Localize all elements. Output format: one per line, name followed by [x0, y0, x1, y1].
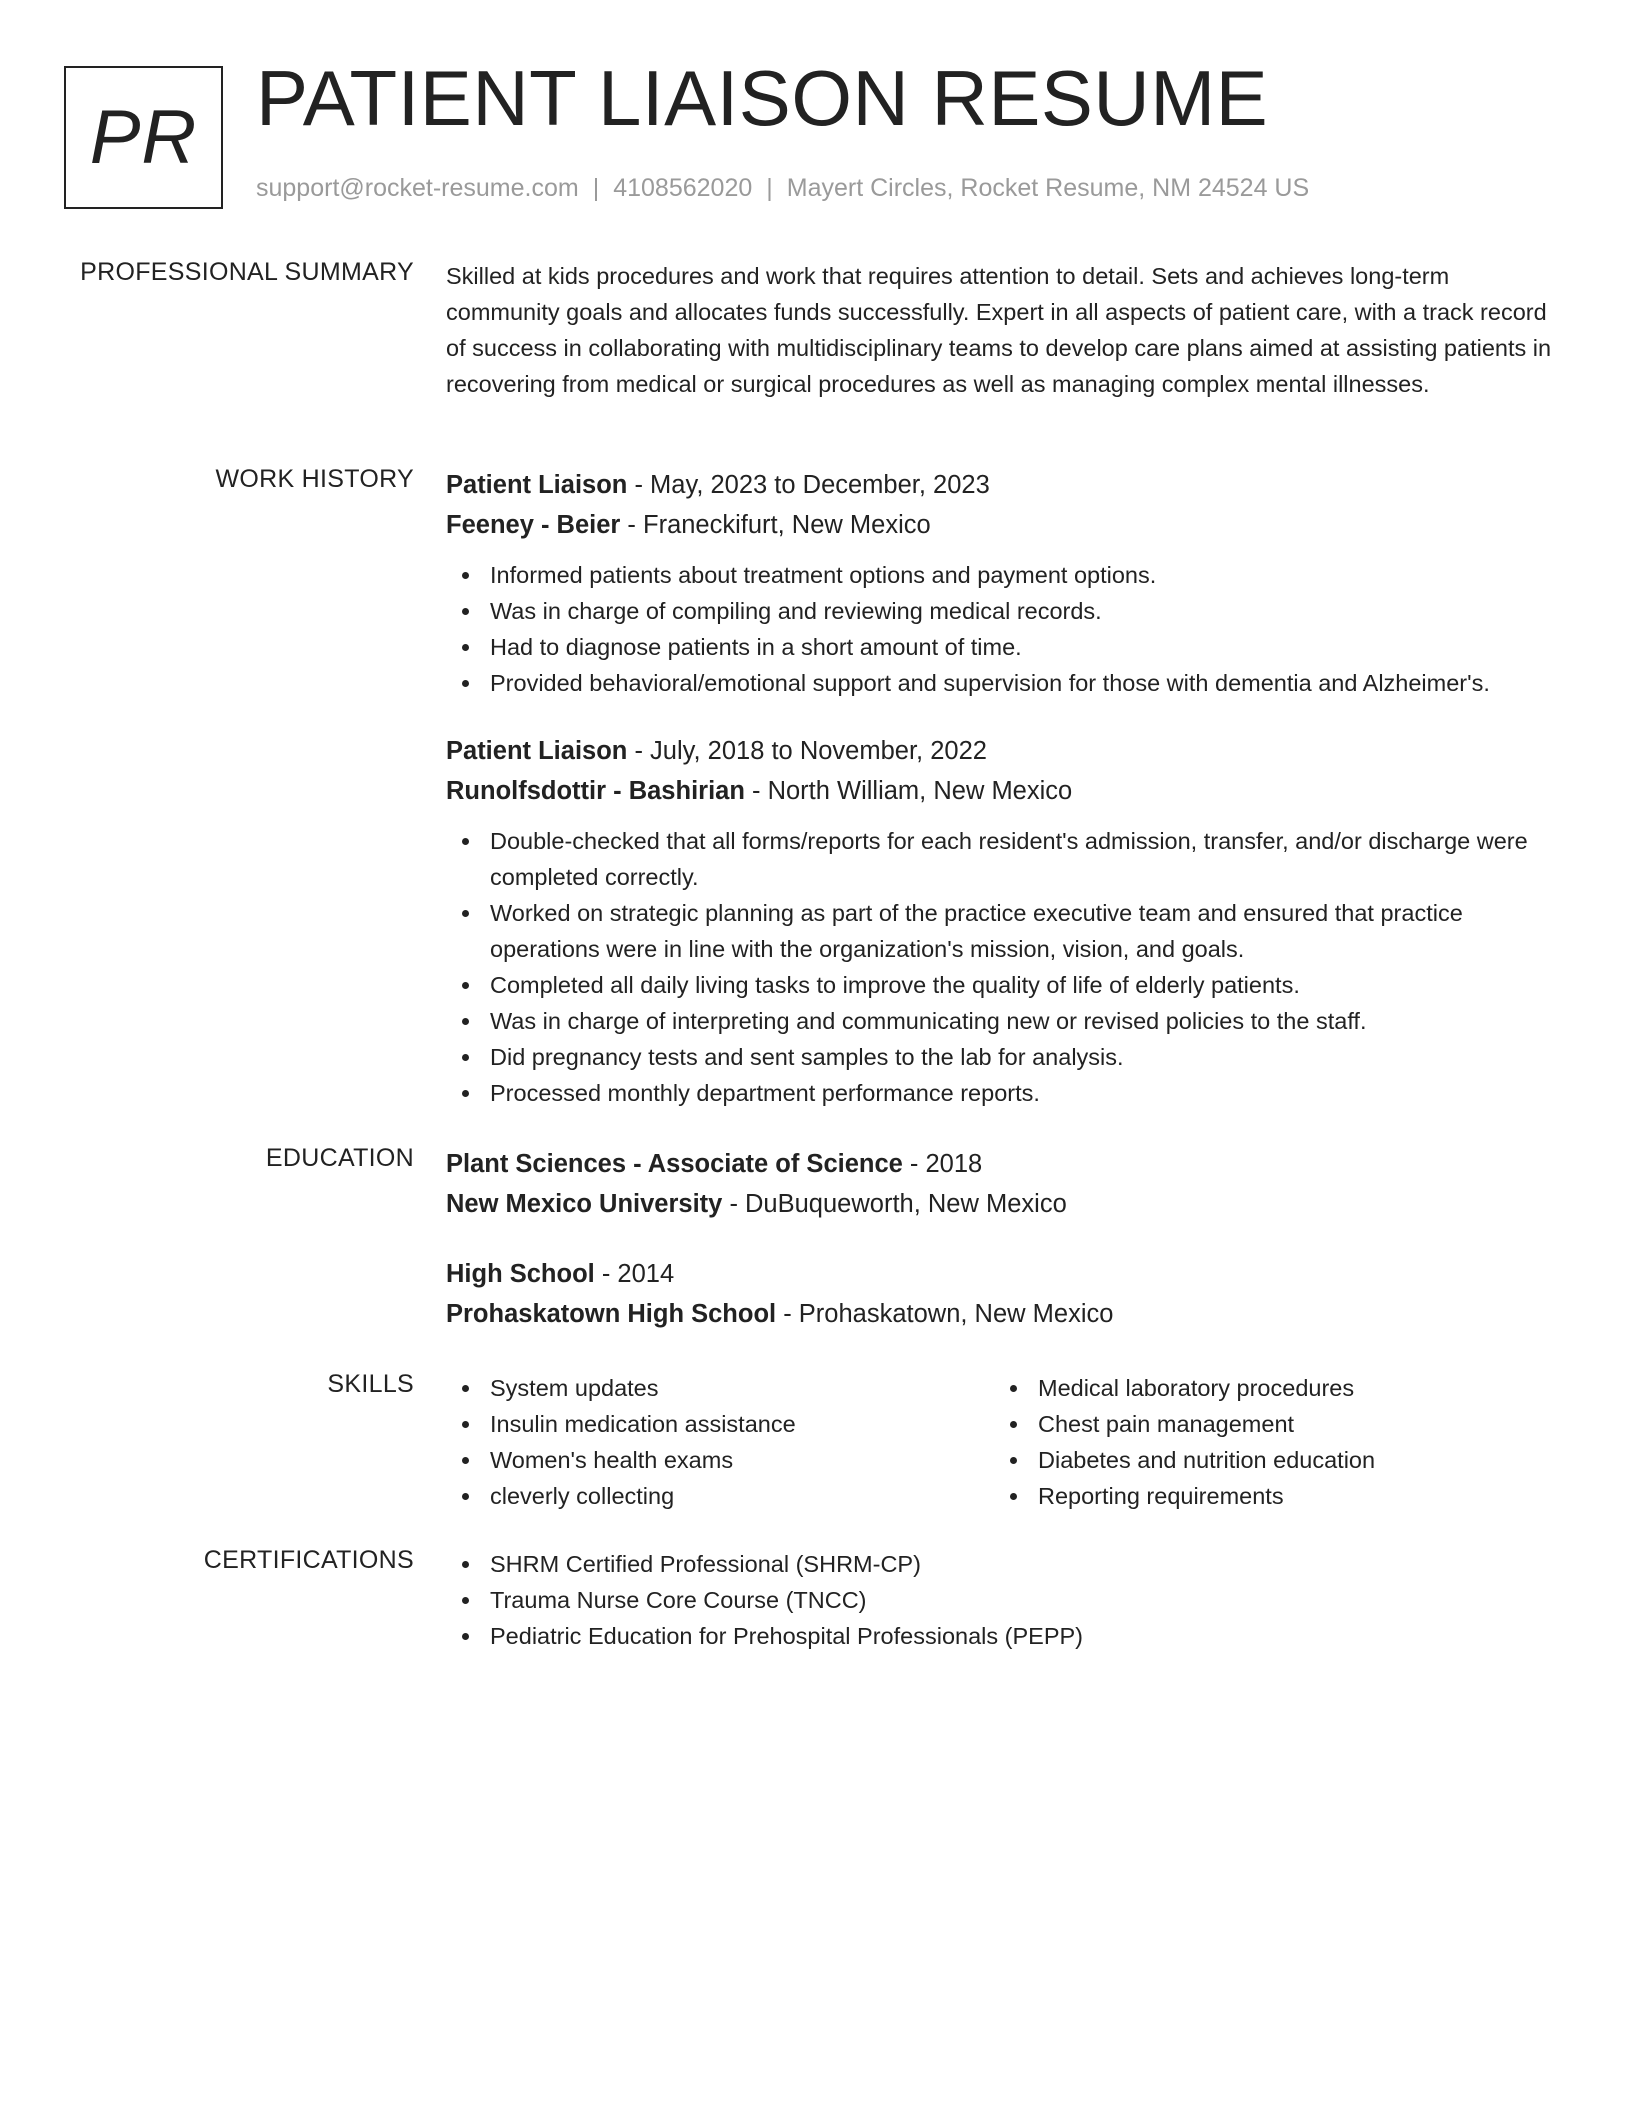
job-bullet: Provided behavioral/emotional support and supervision for those with dementia and Alzheimer's.	[446, 665, 1566, 701]
skill-item: Reporting requirements	[994, 1478, 1542, 1514]
contact-line	[256, 174, 1309, 203]
job-bullet: Did pregnancy tests and sent samples to the lab for analysis.	[446, 1039, 1566, 1075]
contact-separator: |	[766, 174, 773, 202]
skills-body	[446, 1370, 1566, 1514]
education-entry	[446, 1144, 1566, 1224]
work-history-body	[446, 465, 1566, 1111]
certification-item: SHRM Certified Professional (SHRM-CP)	[446, 1546, 1566, 1582]
job-entry	[446, 731, 1566, 1111]
contact-separator: |	[592, 174, 600, 202]
skill-item: System updates	[446, 1370, 994, 1406]
certifications-list	[446, 1546, 1566, 1654]
education-year: - 2018	[902, 1150, 983, 1178]
education-degree-line	[446, 1254, 1566, 1294]
job-bullets	[446, 823, 1566, 1111]
skill-item: Insulin medication assistance	[446, 1406, 994, 1442]
job-bullet: Was in charge of interpreting and communicating new or revised policies to the staff.	[446, 1003, 1566, 1039]
summary-body	[446, 258, 1566, 402]
job-bullet: Processed monthly department performance reports.	[446, 1075, 1566, 1111]
education-school: Prohaskatown High School	[446, 1300, 777, 1328]
skill-item: Women's health exams	[446, 1442, 994, 1478]
job-company-line	[446, 771, 1566, 811]
education-location: - Prohaskatown, New Mexico	[776, 1300, 1114, 1328]
education-degree: Plant Sciences - Associate of Science	[446, 1150, 903, 1178]
job-bullet: Completed all daily living tasks to improve the quality of life of elderly patients.	[446, 967, 1566, 1003]
job-bullets	[446, 557, 1566, 701]
section-label-education: EDUCATION	[265, 1144, 414, 1172]
section-label-certifications: CERTIFICATIONS	[203, 1546, 414, 1574]
job-company-line	[446, 505, 1566, 545]
skill-item: Chest pain management	[994, 1406, 1542, 1442]
job-location: - North William, New Mexico	[744, 777, 1073, 805]
contact-phone[interactable]: 4108562020	[613, 174, 753, 202]
job-company: Runolfsdottir - Bashirian	[446, 777, 745, 805]
skills-list-right	[994, 1370, 1542, 1514]
education-body	[446, 1144, 1566, 1334]
education-school-line	[446, 1184, 1566, 1224]
section-label-work-history: WORK HISTORY	[215, 465, 414, 493]
job-dates: - July, 2018 to November, 2022	[627, 737, 987, 765]
education-school: New Mexico University	[446, 1190, 723, 1218]
job-company: Feeney - Beier	[446, 511, 621, 539]
section-label-summary: PROFESSIONAL SUMMARY	[80, 258, 414, 286]
job-title: Patient Liaison	[446, 737, 628, 765]
job-entry	[446, 465, 1566, 701]
education-school-line	[446, 1294, 1566, 1334]
skill-item: cleverly collecting	[446, 1478, 994, 1514]
skills-list-left	[446, 1370, 994, 1514]
job-bullet: Had to diagnose patients in a short amount of time.	[446, 629, 1566, 665]
education-degree: High School	[446, 1260, 595, 1288]
job-title-line	[446, 465, 1566, 505]
job-dates: - May, 2023 to December, 2023	[627, 471, 990, 499]
section-label-skills: SKILLS	[327, 1370, 414, 1398]
certifications-body	[446, 1546, 1566, 1654]
job-title: Patient Liaison	[446, 471, 628, 499]
skill-item: Medical laboratory procedures	[994, 1370, 1542, 1406]
job-bullet: Worked on strategic planning as part of the practice executive team and ensured that practice operations were in line with the organization's mission, vision, and goals.	[446, 895, 1566, 967]
job-location: - Franeckifurt, New Mexico	[620, 511, 931, 539]
certification-item: Pediatric Education for Prehospital Professionals (PEPP)	[446, 1618, 1566, 1654]
monogram-logo: PR	[64, 66, 223, 209]
skill-item: Diabetes and nutrition education	[994, 1442, 1542, 1478]
resume-title: PATIENT LIAISON RESUME	[256, 54, 1269, 142]
education-entry	[446, 1254, 1566, 1334]
summary-text: Skilled at kids procedures and work that requires attention to detail. Sets and achieves long-term community goals and allocates funds successfully. Expert in all aspects of patient care, with a track record of success in collaborating with multidisciplinary teams to develop care plans aimed at assisting patients in recovering from medical or surgical procedures as well as managing complex mental illnesses.	[446, 263, 1552, 397]
contact-email[interactable]: support@rocket-resume.com	[256, 174, 579, 202]
education-year: - 2014	[594, 1260, 675, 1288]
certification-item: Trauma Nurse Core Course (TNCC)	[446, 1582, 1566, 1618]
job-bullet: Double-checked that all forms/reports for each resident's admission, transfer, and/or discharge were completed correctly.	[446, 823, 1566, 895]
education-degree-line	[446, 1144, 1566, 1184]
job-title-line	[446, 731, 1566, 771]
contact-address: Mayert Circles, Rocket Resume, NM 24524 US	[786, 174, 1310, 202]
job-bullet: Was in charge of compiling and reviewing medical records.	[446, 593, 1566, 629]
job-bullet: Informed patients about treatment options and payment options.	[446, 557, 1566, 593]
education-location: - DuBuqueworth, New Mexico	[722, 1190, 1067, 1218]
